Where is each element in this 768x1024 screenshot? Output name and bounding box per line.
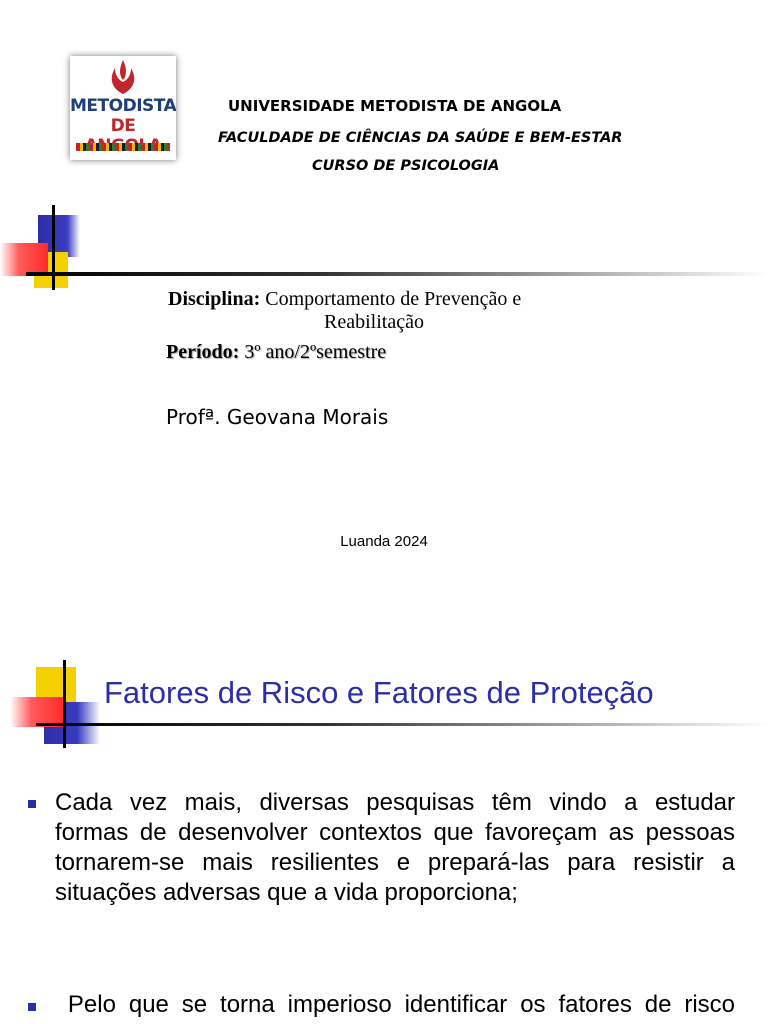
logo-text-line1: METODISTA xyxy=(70,96,176,116)
slide-title: Fatores de Risco e Fatores de Proteção xyxy=(104,675,654,710)
disciplina-value: Comportamento de Prevenção e xyxy=(265,288,522,310)
disciplina-line xyxy=(168,288,521,311)
course-name: CURSO DE PSICOLOGIA xyxy=(312,158,500,174)
bullet-marker xyxy=(28,800,36,808)
logo-pattern-strip xyxy=(76,143,170,151)
logo-text-line2: DE xyxy=(110,116,136,136)
periodo-label: Período: xyxy=(166,341,240,363)
bullet-paragraph xyxy=(55,788,735,908)
bullet-line: formas de desenvolver contextos que favoreçam as pessoas xyxy=(55,819,735,846)
professor-name: Profª. Geovana Morais xyxy=(166,405,389,429)
bullet-paragraph xyxy=(55,990,735,1020)
periodo-line xyxy=(166,341,386,364)
place-year: Luanda 2024 xyxy=(340,533,428,550)
flame-icon xyxy=(105,60,141,94)
bullet-line: situações adversas que a vida proporciona; xyxy=(55,879,518,906)
university-logo xyxy=(70,56,176,160)
disciplina-value-continued: Reabilitação xyxy=(324,311,424,333)
university-name: UNIVERSIDADE METODISTA DE ANGOLA xyxy=(228,97,562,115)
bullet-line: Cada vez mais, diversas pesquisas têm vindo a estudar xyxy=(55,789,735,816)
bullet-line: tornarem-se mais resilientes e prepará-las para resistir a xyxy=(55,849,735,876)
periodo-value: 3º ano/2ºsemestre xyxy=(244,341,387,363)
disciplina-label: Disciplina: xyxy=(168,288,261,310)
bullet-marker xyxy=(28,1003,36,1011)
faculty-name: FACULDADE DE CIÊNCIAS DA SAÚDE E BEM-ESTAR xyxy=(218,130,623,146)
bullet-line: Pelo que se torna imperioso identificar os fatores de risco xyxy=(55,991,735,1018)
